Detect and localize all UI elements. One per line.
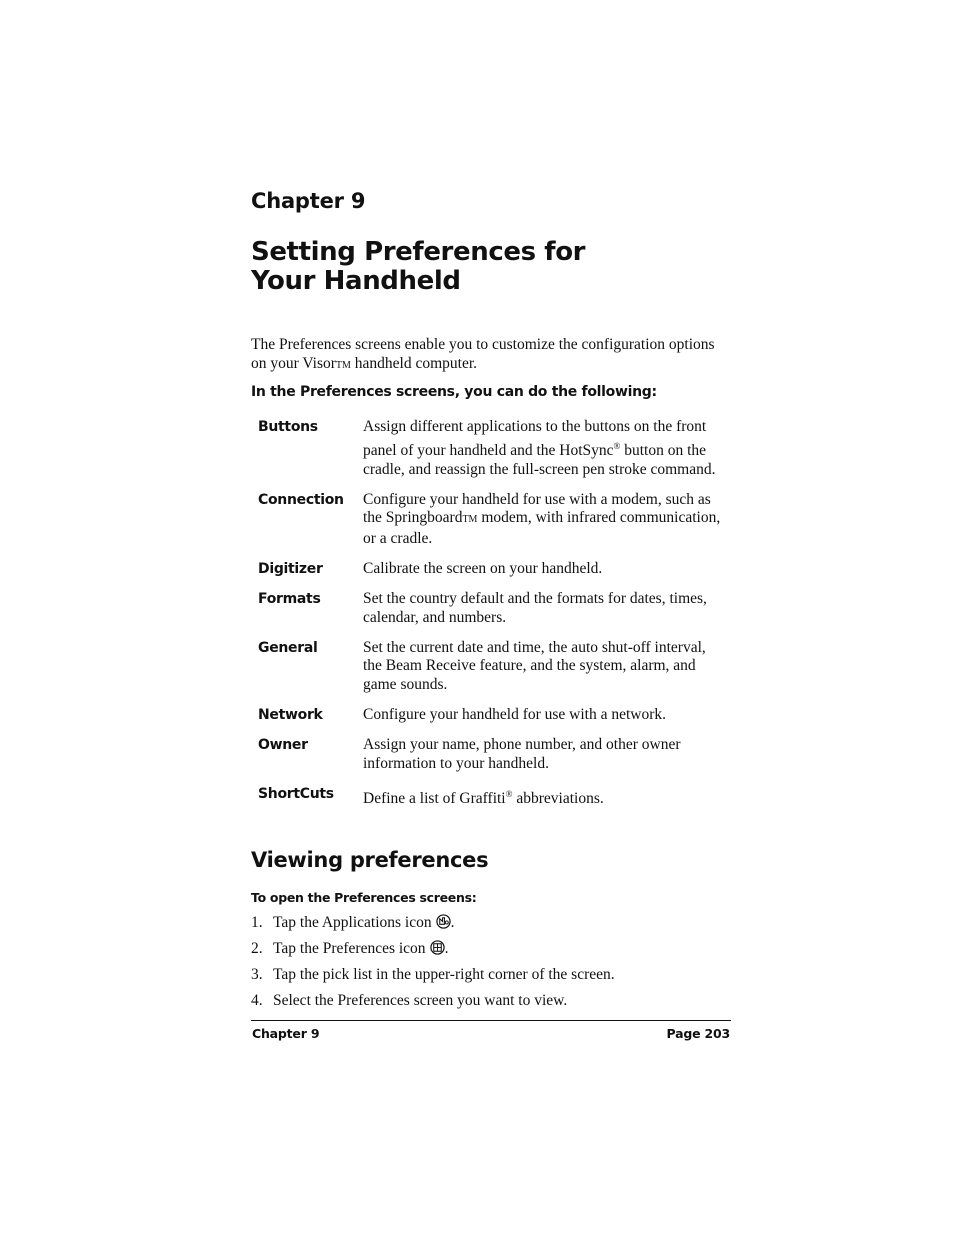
pref-term: Owner	[258, 736, 308, 753]
footer-page-number: Page 203	[666, 1026, 730, 1041]
footer-divider	[251, 1020, 731, 1021]
pref-term: Formats	[258, 590, 321, 607]
preferences-lead-heading: In the Preferences screens, you can do the following:	[251, 384, 657, 400]
pref-row-general	[258, 639, 728, 695]
pref-row-connection	[258, 491, 728, 549]
chapter-title-line-2: Your Handheld	[251, 266, 461, 296]
pref-desc: Configure your handheld for use with a network.	[363, 705, 667, 723]
section-heading: Viewing preferences	[251, 848, 489, 872]
trademark-mark: TM	[335, 360, 351, 371]
pref-desc: Define a list of Graffiti® abbreviations.	[363, 788, 604, 807]
pref-row-owner	[258, 736, 728, 774]
step-item	[251, 965, 731, 985]
step-number: 2.	[251, 940, 263, 957]
pref-desc: Assign your name, phone number, and other owner information to your handheld.	[363, 735, 681, 772]
step-item	[251, 939, 731, 959]
step-text: Select the Preferences screen you want to view.	[273, 992, 568, 1009]
pref-desc: Configure your handheld for use with a modem, such as the SpringboardTM modem, with infrared communication, or a cradle.	[363, 490, 721, 548]
intro-paragraph: The Preferences screens enable you to customize the configuration options on your VisorTM handheld computer.	[251, 336, 715, 372]
pref-term: General	[258, 639, 318, 656]
pref-term: Connection	[258, 491, 344, 508]
preferences-icon	[430, 940, 445, 955]
pref-term: Network	[258, 706, 323, 723]
pref-desc: Assign different applications to the buttons on the front panel of your handheld and the HotSync® button on the cradle, and reassign the full-screen pen stroke command.	[363, 418, 716, 478]
step-item	[251, 913, 731, 933]
pref-row-buttons	[258, 418, 728, 480]
applications-icon	[436, 914, 451, 929]
step-number: 1.	[251, 914, 263, 931]
pref-row-formats	[258, 590, 728, 628]
pref-row-network	[258, 706, 728, 725]
pref-term: Digitizer	[258, 560, 323, 577]
procedure-heading: To open the Preferences screens:	[251, 890, 477, 905]
chapter-title	[251, 238, 585, 296]
pref-term: Buttons	[258, 419, 318, 435]
step-item	[251, 991, 731, 1011]
steps-list	[251, 913, 731, 1017]
chapter-title-line-1: Setting Preferences for	[251, 237, 586, 267]
step-text: Tap the pick list in the upper-right corner of the screen.	[273, 966, 615, 983]
pref-desc: Set the country default and the formats for dates, times, calendar, and numbers.	[363, 589, 707, 626]
step-text: Tap the Preferences icon .	[273, 940, 449, 957]
chapter-label: Chapter 9	[251, 189, 366, 213]
pref-row-shortcuts	[258, 785, 728, 809]
pref-term: ShortCuts	[258, 785, 334, 802]
pref-row-digitizer	[258, 560, 728, 579]
footer-chapter: Chapter 9	[252, 1026, 320, 1041]
pref-desc: Calibrate the screen on your handheld.	[363, 559, 603, 577]
preferences-table	[258, 418, 728, 819]
step-number: 3.	[251, 966, 263, 983]
step-number: 4.	[251, 992, 263, 1009]
step-text: Tap the Applications icon .	[273, 914, 455, 931]
pref-desc: Set the current date and time, the auto shut-off interval, the Beam Receive feature, and the system, alarm, and game sounds.	[363, 638, 706, 694]
